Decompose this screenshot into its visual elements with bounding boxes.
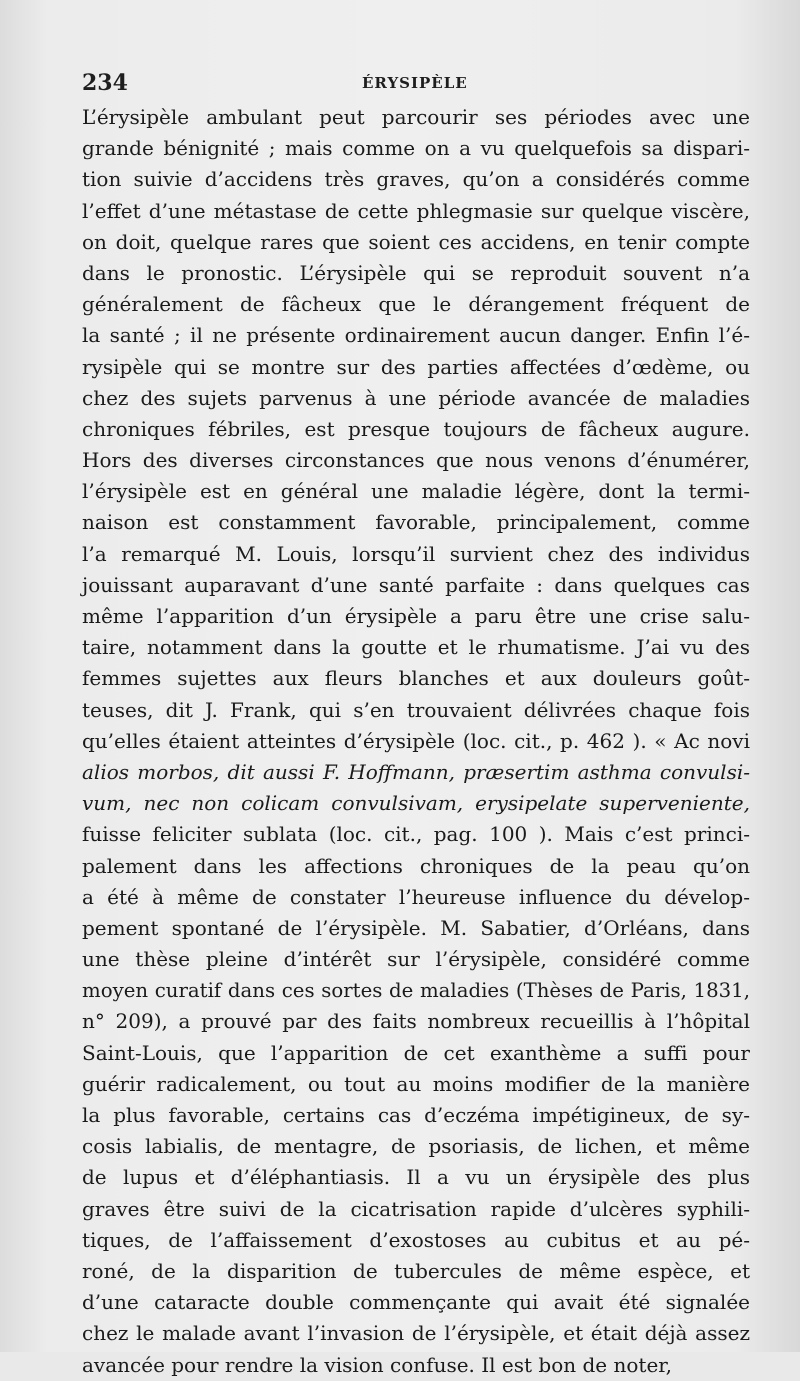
text-line: d’une cataracte double commençante qui avait été signalée xyxy=(82,1290,750,1315)
text-line: taire, notamment dans la goutte et le rhumatisme. J’ai vu des xyxy=(82,635,750,660)
text-line: la santé ; il ne présente ordinairement aucun danger. Enfin l’é- xyxy=(82,323,750,348)
text-line: palement dans les affections chroniques de la peau qu’on xyxy=(82,853,750,878)
text-line: on doit, quelque rares que soient ces accidens, en tenir compte xyxy=(82,229,750,254)
text-line: l’effet d’une métastase de cette phlegmasie sur quelque viscère, xyxy=(82,198,750,223)
text-line: vum, nec non colicam convulsivam, erysipelate superveniente, xyxy=(82,791,750,816)
text-line: chez le malade avant l’invasion de l’érysipèle, et était déjà assez xyxy=(82,1321,750,1346)
text-line: roné, de la disparition de tubercules de même espèce, et xyxy=(82,1258,750,1283)
text-line: l’érysipèle est en général une maladie légère, dont la termi- xyxy=(82,479,750,504)
text-line: fuisse feliciter sublata (loc. cit., pag. 100 ). Mais c’est princi- xyxy=(82,822,750,847)
text-line: cosis labialis, de mentagre, de psoriasis, de lichen, et même xyxy=(82,1134,750,1159)
text-line: dans le pronostic. L’érysipèle qui se reproduit souvent n’a xyxy=(82,260,750,285)
text-line: une thèse pleine d’intérêt sur l’érysipèle, considéré comme xyxy=(82,947,750,972)
text-line: généralement de fâcheux que le dérangement fréquent de xyxy=(82,292,750,317)
text-line: L’érysipèle ambulant peut parcourir ses périodes avec une xyxy=(82,105,750,129)
text-line: rysipèle qui se montre sur des parties affectées d’œdème, ou xyxy=(82,354,750,379)
text-line: graves être suivi de la cicatrisation rapide d’ulcères syphili- xyxy=(82,1196,750,1221)
text-line: qu’elles étaient atteintes d’érysipèle (loc. cit., p. 462 ). « Ac novi xyxy=(82,728,750,753)
text-line: chez des sujets parvenus à une période avancée de maladies xyxy=(82,385,750,410)
text-line: a été à même de constater l’heureuse influence du dévelop- xyxy=(82,884,750,909)
text-line: tion suivie d’accidens très graves, qu’on a considérés comme xyxy=(82,167,750,192)
text-line: jouissant auparavant d’une santé parfaite : dans quelques cas xyxy=(82,572,750,597)
text-line: chroniques fébriles, est presque toujours de fâcheux augure. xyxy=(82,416,750,441)
text-line: moyen curatif dans ces sortes de maladies (Thèses de Paris, 1831, xyxy=(82,979,750,1003)
text-line: n° 209), a prouvé par des faits nombreux recueillis à l’hôpital xyxy=(82,1009,750,1034)
text-line: guérir radicalement, ou tout au moins modifier de la manière xyxy=(82,1071,750,1096)
running-title: ÉRYSIPÈLE xyxy=(362,74,468,92)
text-line: tiques, de l’affaissement d’exostoses au cubitus et au pé- xyxy=(82,1227,750,1252)
text-line: la plus favorable, certains cas d’eczéma impétigineux, de sy- xyxy=(82,1103,750,1127)
page-header xyxy=(82,70,750,100)
text-line: l’a remarqué M. Louis, lorsqu’il survient chez des individus xyxy=(82,541,750,566)
text-line: grande bénignité ; mais comme on a vu quelquefois sa dispari- xyxy=(82,136,750,161)
page-number: 234 xyxy=(82,70,128,96)
text-line: de lupus et d’éléphantiasis. Il a vu un érysipèle des plus xyxy=(82,1165,750,1190)
body-text xyxy=(82,102,750,1381)
text-line: alios morbos, dit aussi F. Hoffmann, præsertim asthma convulsi- xyxy=(82,759,750,784)
text-line: femmes sujettes aux fleurs blanches et aux douleurs goût- xyxy=(82,666,750,691)
text-line: Saint-Louis, que l’apparition de cet exanthème a suffi pour xyxy=(82,1040,750,1065)
text-line: teuses, dit J. Frank, qui s’en trouvaient délivrées chaque fois xyxy=(82,697,750,722)
text-line: même l’apparition d’un érysipèle a paru être une crise salu- xyxy=(82,604,750,628)
text-line: pement spontané de l’érysipèle. M. Sabatier, d’Orléans, dans xyxy=(82,915,750,940)
text-line: naison est constamment favorable, principalement, comme xyxy=(82,510,750,535)
text-line: avancée pour rendre la vision confuse. Il est bon de noter, xyxy=(82,1352,673,1377)
text-line: Hors des diverses circonstances que nous venons d’énumérer, xyxy=(82,448,750,473)
